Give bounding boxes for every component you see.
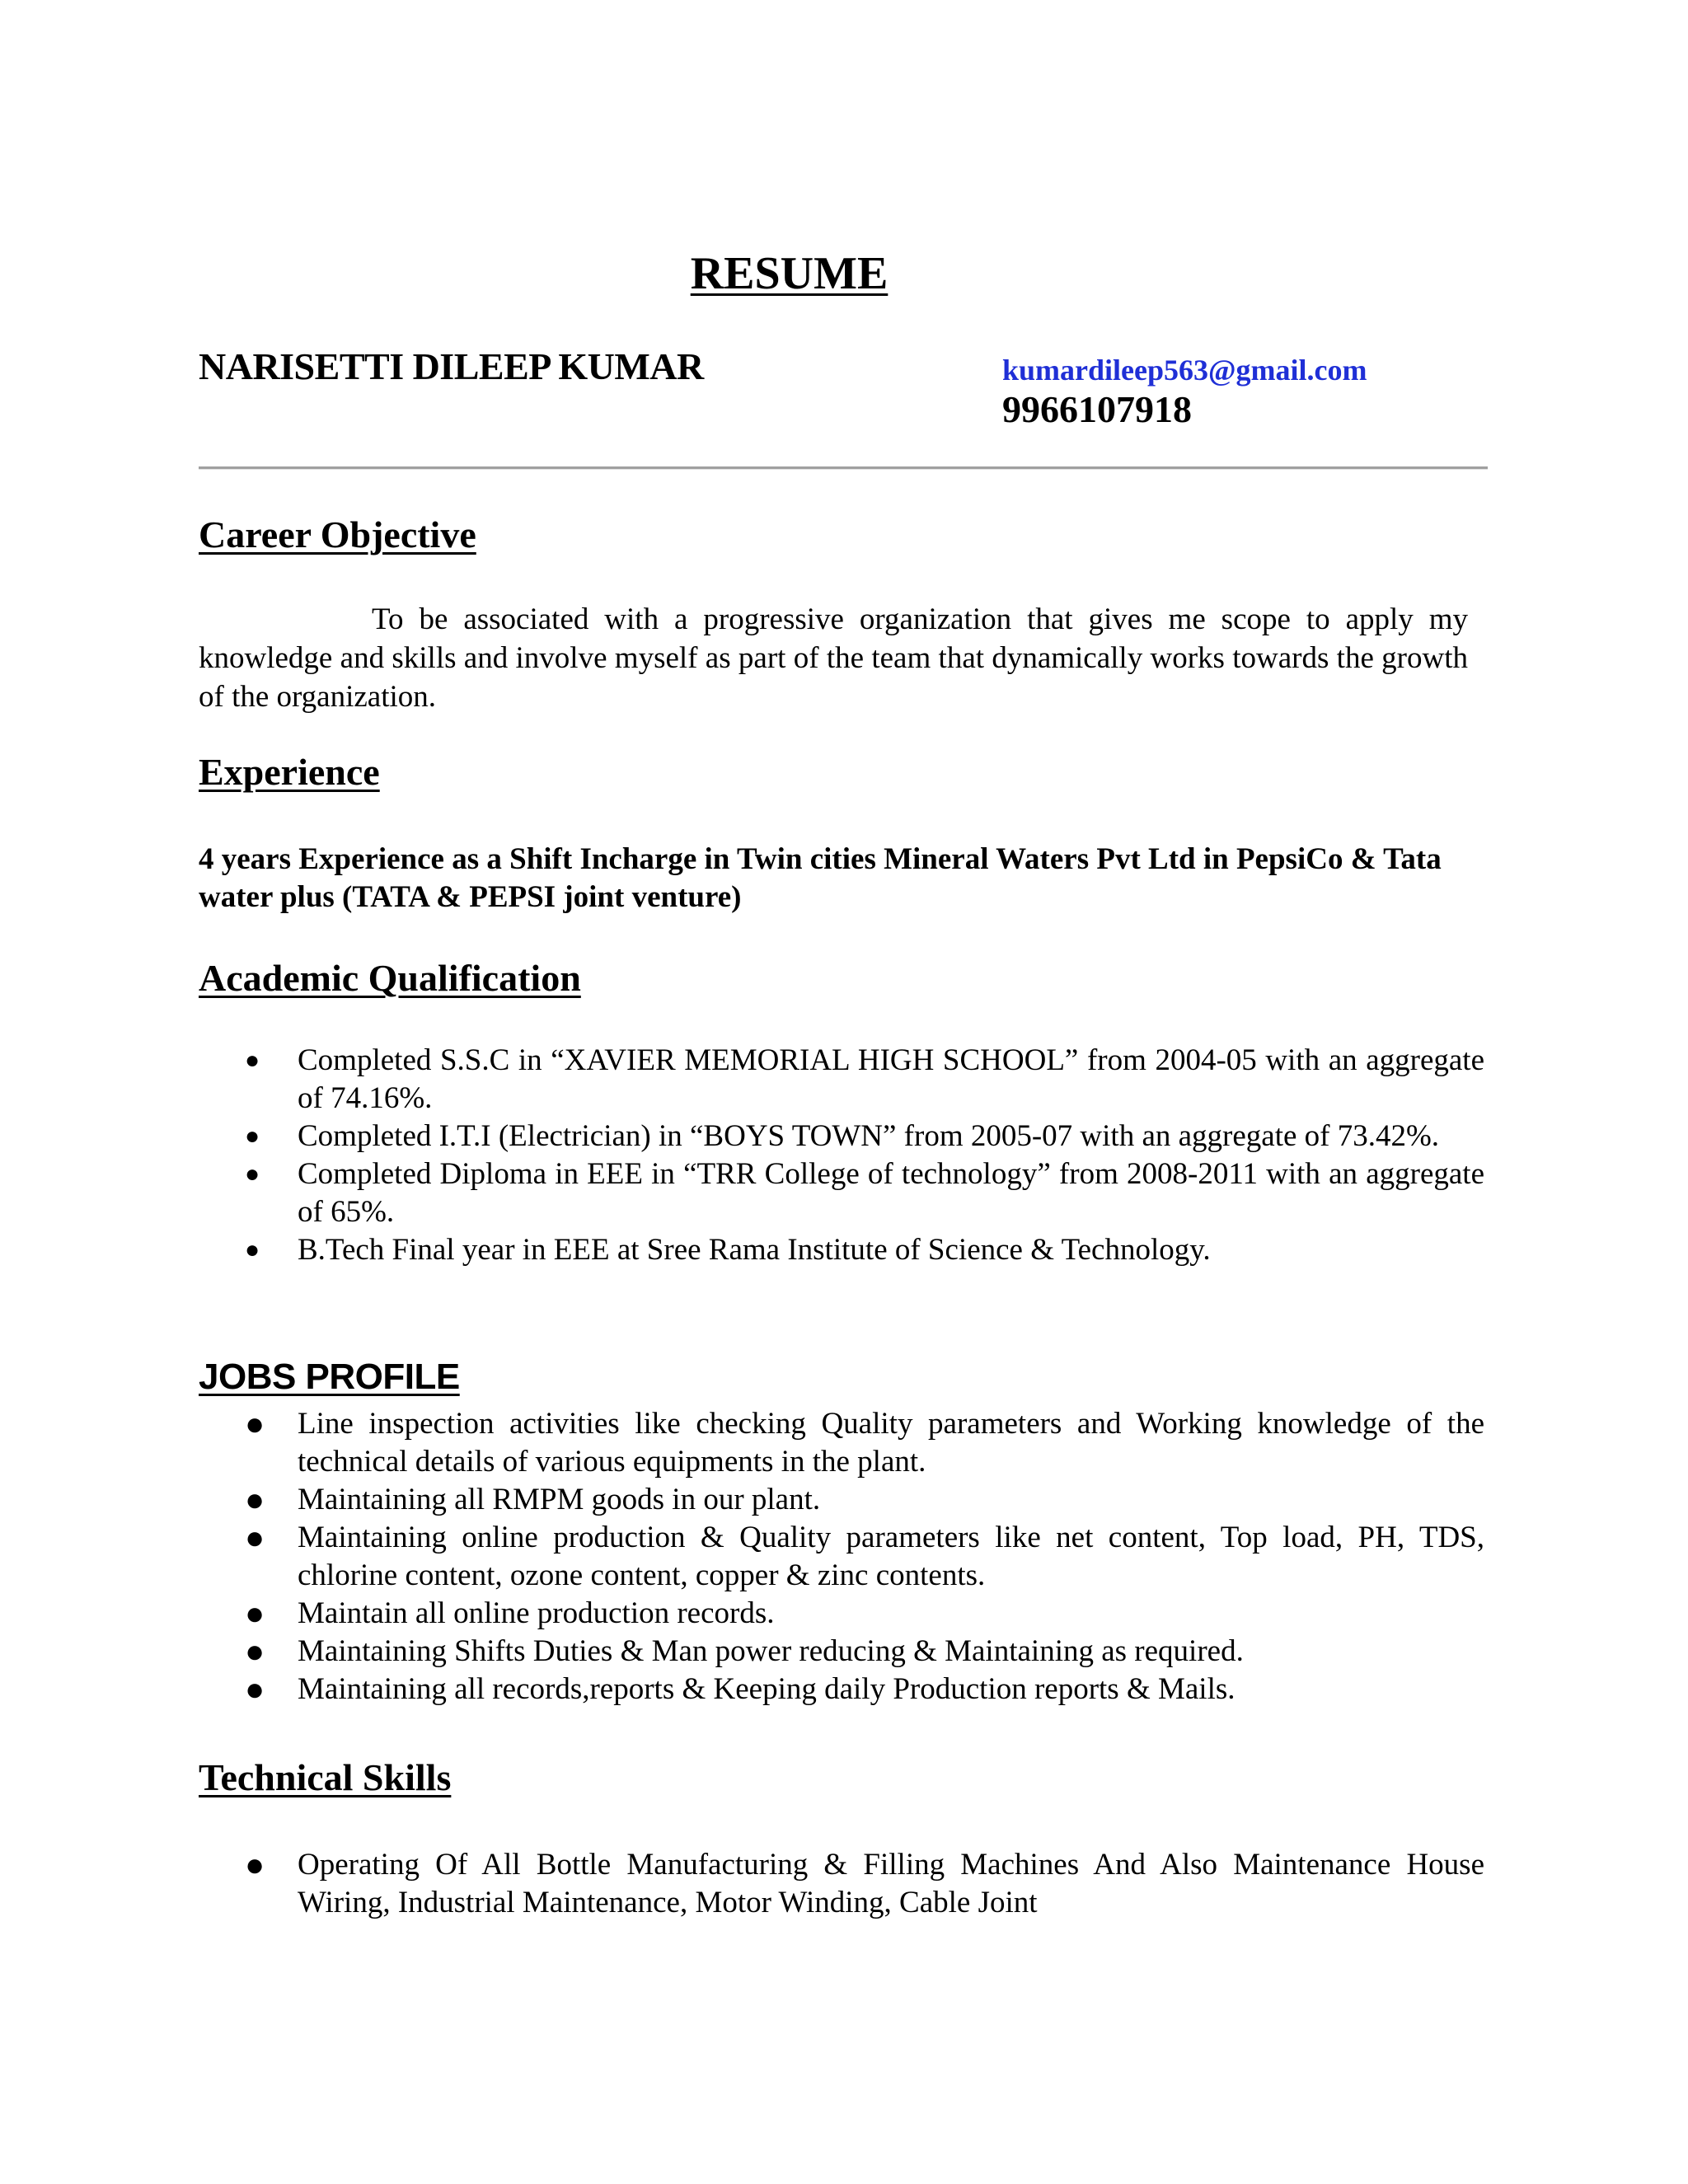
bullet-icon: ● bbox=[245, 1047, 260, 1074]
list-item bbox=[199, 1846, 1484, 1922]
list-item bbox=[199, 1231, 1484, 1269]
technical-skills-list bbox=[199, 1846, 1484, 1922]
career-objective-text: To be associated with a progressive organization that gives me scope to apply my knowledge and skills and involve myself as part of the team that dynamically works towards the growth of the organization. bbox=[199, 602, 1468, 714]
list-item bbox=[199, 1155, 1484, 1231]
list-item bbox=[199, 1633, 1484, 1671]
email-address[interactable]: kumardileep563@gmail.com bbox=[1002, 354, 1367, 387]
academic-list bbox=[199, 1042, 1484, 1269]
academic-item-text: B.Tech Final year in EEE at Sree Rama Institute of Science & Technology. bbox=[298, 1233, 1211, 1267]
academic-item-text: Completed S.S.C in “XAVIER MEMORIAL HIGH SCHOOL” from 2004-05 with an aggregate of 74.16%. bbox=[298, 1043, 1484, 1115]
list-item bbox=[199, 1042, 1484, 1118]
bullet-icon: ● bbox=[245, 1160, 260, 1188]
experience-heading: Experience bbox=[199, 751, 380, 793]
list-item bbox=[199, 1118, 1484, 1155]
jobs-item-text: Maintain all online production records. bbox=[298, 1596, 775, 1630]
candidate-name: NARISETTI DILEEP KUMAR bbox=[199, 345, 704, 387]
jobs-item-text: Maintaining all RMPM goods in our plant. bbox=[298, 1483, 821, 1516]
career-objective-heading: Career Objective bbox=[199, 513, 476, 555]
bullet-icon: ● bbox=[245, 1671, 265, 1708]
document-title: RESUME bbox=[690, 248, 889, 299]
experience-text: 4 years Experience as a Shift Incharge in Twin cities Mineral Waters Pvt Ltd in PepsiCo & Tata water plus (TATA & PEPSI joint venture) bbox=[199, 842, 1442, 914]
bullet-icon: ● bbox=[245, 1633, 265, 1670]
jobs-item-text: Maintaining online production & Quality parameters like net content, Top load, PH, TDS, chlorine content, ozone content, copper & zinc contents. bbox=[298, 1521, 1484, 1592]
academic-item-text: Completed I.T.I (Electrician) in “BOYS TOWN” from 2005-07 with an aggregate of 73.42%. bbox=[298, 1119, 1440, 1153]
bullet-icon: ● bbox=[245, 1846, 265, 1883]
list-item bbox=[199, 1595, 1484, 1633]
bullet-icon: ● bbox=[245, 1122, 260, 1150]
list-item bbox=[199, 1519, 1484, 1595]
jobs-item-text: Line inspection activities like checking Quality parameters and Working knowledge of the technical details of various equipments in the plant. bbox=[298, 1407, 1484, 1479]
jobs-item-text: Maintaining Shifts Duties & Man power reducing & Maintaining as required. bbox=[298, 1634, 1244, 1668]
bullet-icon: ● bbox=[245, 1481, 265, 1518]
list-item bbox=[199, 1671, 1484, 1708]
technical-skills-heading: Technical Skills bbox=[199, 1756, 452, 1798]
jobs-profile-heading: JOBS PROFILE bbox=[199, 1357, 460, 1397]
phone-number: 9966107918 bbox=[1002, 388, 1192, 430]
list-item bbox=[199, 1481, 1484, 1519]
bullet-icon: ● bbox=[245, 1519, 265, 1556]
jobs-item-text: Maintaining all records,reports & Keeping daily Production reports & Mails. bbox=[298, 1672, 1236, 1706]
bullet-icon: ● bbox=[245, 1236, 260, 1263]
academic-heading: Academic Qualification bbox=[199, 957, 581, 999]
academic-item-text: Completed Diploma in EEE in “TRR College of technology” from 2008-2011 with an aggregate of 65%. bbox=[298, 1157, 1484, 1229]
bullet-icon: ● bbox=[245, 1405, 265, 1442]
technical-skill-text: Operating Of All Bottle Manufacturing & Filling Machines And Also Maintenance House Wiring, Industrial Maintenance, Motor Winding, Cable Joint bbox=[298, 1848, 1484, 1919]
bullet-icon: ● bbox=[245, 1595, 265, 1632]
header-divider bbox=[199, 466, 1488, 470]
list-item bbox=[199, 1405, 1484, 1481]
jobs-profile-list bbox=[199, 1405, 1484, 1708]
